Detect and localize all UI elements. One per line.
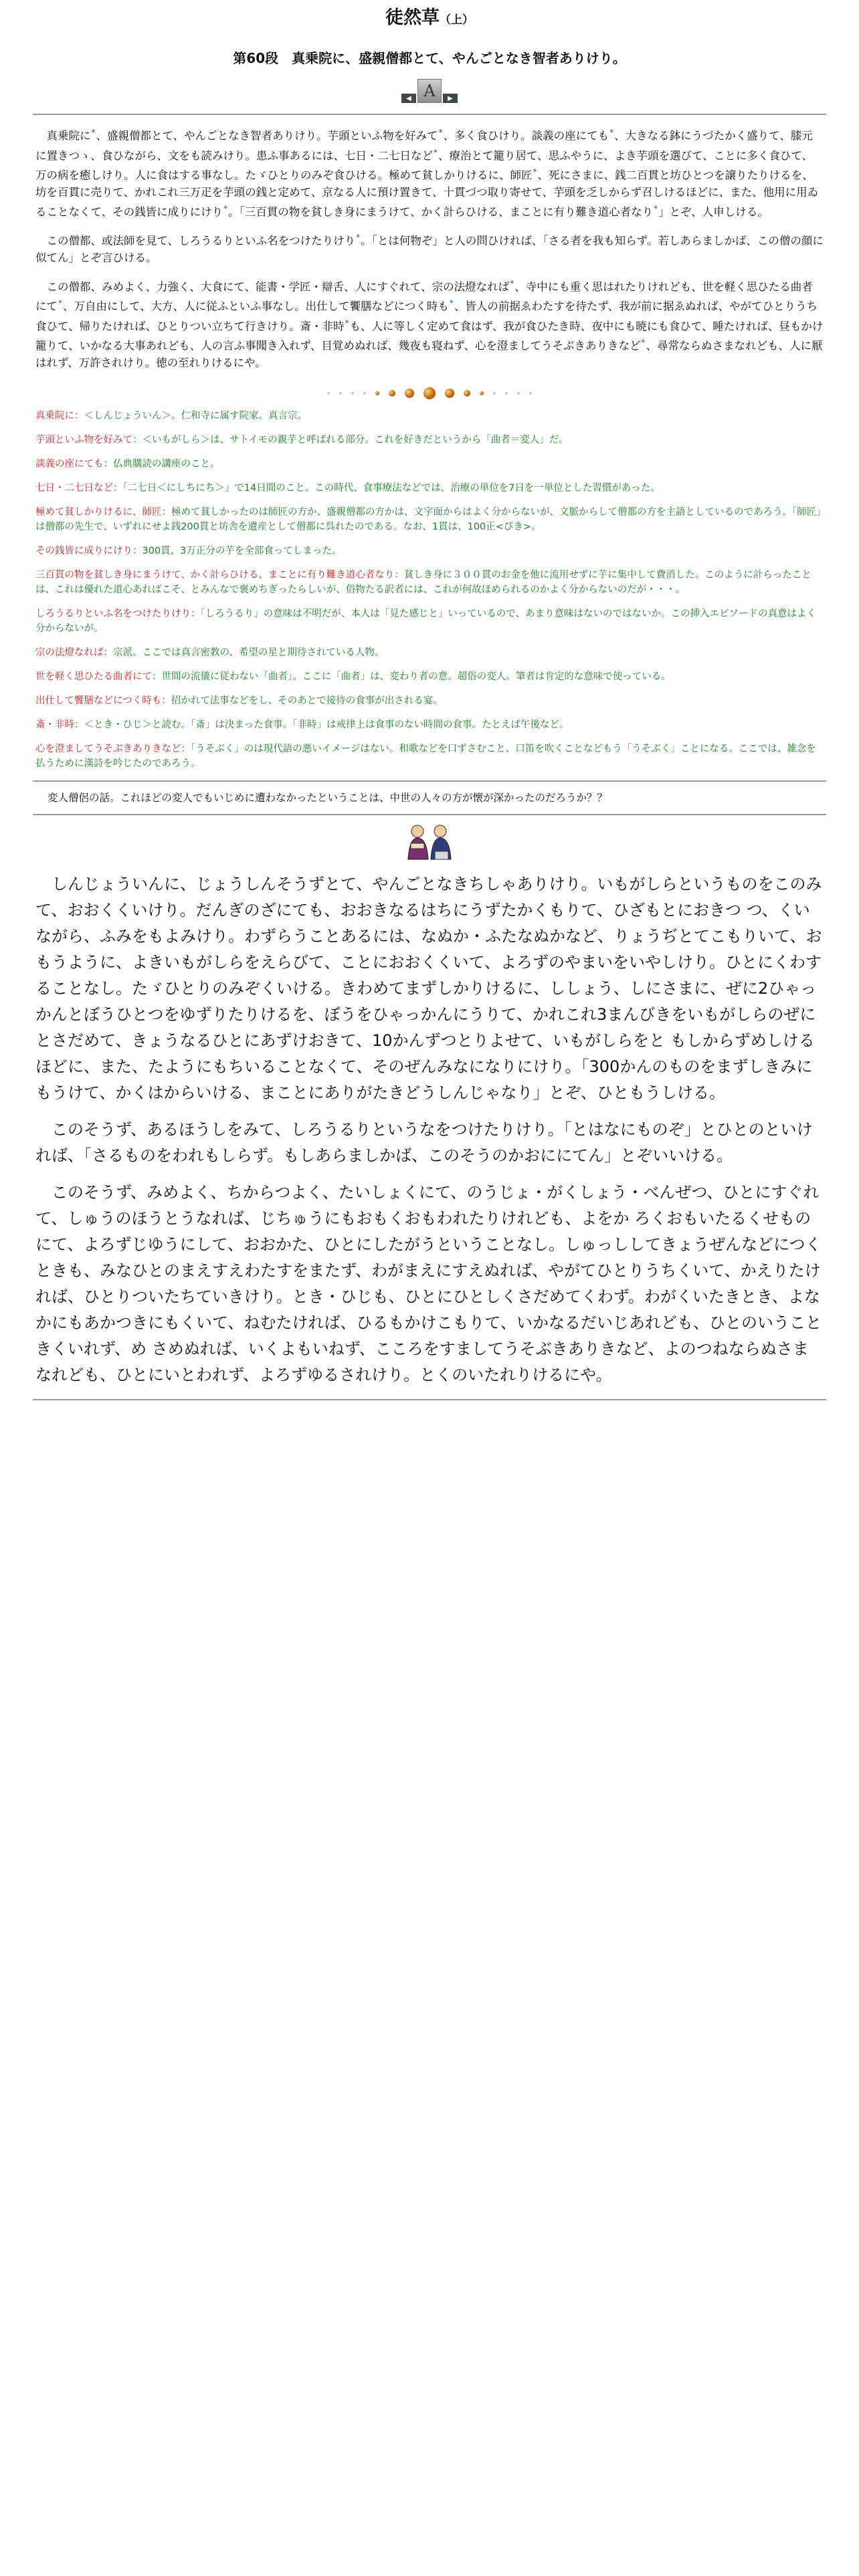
title-suffix: （上） <box>440 13 474 27</box>
original-text-segment: 、大きなる鉢にうづたかく盛りて、膝元に置きつゝ、食ひながら、文をも読みけり。患ふ事あるには、七日・二七日など <box>35 129 813 162</box>
note-term: 斎・非時 <box>35 719 74 730</box>
original-text-segment: 。「とは何物ぞ」と人の問ひければ、「さる者を我も知らず。若しあらましかば、この僧の顔に似てん」とぞ言ひける。 <box>35 234 824 264</box>
note-item <box>35 669 824 684</box>
footnote-marker-link[interactable]: * <box>449 298 454 308</box>
note-term: しろうるりといふ名をつけたりけり <box>35 608 191 619</box>
note-term: 芋頭といふ物を好みて <box>35 434 132 445</box>
note-item <box>35 505 824 534</box>
footnote-marker-link[interactable]: * <box>533 167 537 177</box>
commentary: 変人僧侶の話。これほどの変人でもいじめに遭わなかったということは、中世の人々の方が懐が深かったのだろうか？？ <box>47 791 608 804</box>
modern-reading <box>33 871 826 1388</box>
note-text: ：「しろうるり」の意味は不明だが、本人は「見た感じと」いっているので、あまり意味はないのではないか。この挿入エピソードの真意はよく分からないが。 <box>35 608 816 634</box>
note-term: 談義の座にても <box>35 458 104 469</box>
original-paragraph-1 <box>35 124 824 220</box>
note-item <box>35 544 824 558</box>
page-title <box>33 5 826 33</box>
note-term: 出仕して饗膳などにつく時も <box>35 695 162 706</box>
footnote-marker-link[interactable]: * <box>434 147 438 157</box>
title-text: 徒然草 <box>385 7 440 28</box>
original-text-segment: 、多く食ひけり。談義の座にても <box>443 129 609 142</box>
original-text-segment: 、療治とて籠り居て、思ふやうに、よき芋頭を選びて、ことに多く食ひて、万の病を癒しけり。人に食はする事なし。たゞひとりのみぞ食ひける。極めて貧しかりけるに、師匠 <box>35 149 814 182</box>
modern-paragraph-1: しんじょういんに、じょうしんそうずとて、やんごとなきちしゃありけり。いもがしらというものをこのみて、おおくくいけり。だんぎのざにても、おおきなるはちにうずたかくもりて、ひざもとにおきつ つ、くいながら、ふみをもよみけり。わずらうことあるには、なぬか・ふたなぬかなど、りょうぢとてこもりいて、おもうように、よきいもがしらをえらびて、ことにおおくくいて、よろずのやまいをいやしけり。ひとにくわすることなし。たゞひとりのみぞくいける。きわめてまずしかりけるに、ししょう、しにさまに、ぜに2ひゃっかんとぼうひとつをゆずりたりけるを、ぼうをひゃっかんにうりて、かれこれ3まんびきをいもがしらのぜにとさだめて、きょうなるひとにあずけおきて、10かんずつとりよせて、いもがしらをと もしからずめしけるほどに、また、たようにもちいることなくて、そのぜんみなになりにけり。「300かんのものをまずしきみにもうけて、かくはからいける、まことにありがたきどうしんじゃなり」とぞ、ひともうしける。 <box>35 874 822 1102</box>
page <box>33 0 826 1400</box>
note-text: ：貧しき身に３００貫のお金を他に流用せずに芋に集中して費消した。このように計らったことは、これは優れた道心あればこそ、とみんなで褒めちぎったらしいが、俗物たる訳者には、これが何故ほめられるのかよく分からないのだが・・・。 <box>35 569 812 595</box>
note-item <box>35 481 824 496</box>
note-item <box>35 718 824 732</box>
note-item <box>35 433 824 447</box>
note-term: 三百貫の物を貧しき身にまうけて、かく計らひける、まことに有り難き道心者なり <box>35 569 395 580</box>
monk-figures-icon <box>33 815 826 871</box>
footnote-marker-link[interactable]: * <box>438 128 443 137</box>
note-item <box>35 693 824 708</box>
note-term: 七日・二七日など <box>35 482 113 494</box>
note-text: ：世間の流儀に従わない「曲者」。ここに「曲者」は、変わり者の意。超俗の変人。筆者は肯定的な意味で使っている。 <box>152 671 671 682</box>
original-text-segment: 、尋常ならぬさまなれども、人に厭はれず、万許されけり。徳の至れりけるにや。 <box>35 339 823 369</box>
note-text: ：＜いもがしら＞は、サトイモの親芋と呼ばれる部分。これを好きだというから「曲者＝変人」だ。 <box>132 434 569 445</box>
note-term: 世を軽く思ひたる曲者にて <box>35 671 152 682</box>
section-subtitle: 第60段 真乗院に、盛親僧都とて、やんごとなき智者ありけり。 <box>233 50 626 66</box>
original-text-segment: 真乗院に <box>46 129 91 142</box>
footnote-marker-link[interactable]: * <box>609 128 614 137</box>
original-paragraph-3 <box>35 276 824 371</box>
footnote-marker-link[interactable]: * <box>510 278 514 288</box>
ornament-divider <box>33 387 826 399</box>
divider-mid <box>33 780 826 782</box>
original-text-segment: 、盛親僧都とて、やんごとなき智者ありけり。芋頭といふ物を好みて <box>96 129 438 142</box>
original-text-segment: 」とぞ、人申しける。 <box>658 205 769 218</box>
nav-bar <box>33 79 826 103</box>
modern-paragraph-2: このそうず、あるほうしをみて、しろうるりというなをつけたりけり。「とはなにものぞ」とひとのといければ、「さるものをわれもしらず。もしあらましかば、このそうのかおににてん」とぞいいける。 <box>35 1119 813 1165</box>
next-button[interactable]: ▶ <box>443 94 458 103</box>
notes-list <box>33 409 826 771</box>
original-text-segment: も、人に等しく定めて食はず、我が食ひたき時、夜中にも暁にも食ひて、睡たければ、昼もかけ籠りて、いかなる大事あれども、人の言ふ事聞き入れず、目覚めぬれば、幾夜も寝ねず、心を澄ましてうそぶきありきなど <box>35 320 824 352</box>
note-text: ：宗派。ここでは真言密教の、希望の星と期待されている人物。 <box>103 647 385 658</box>
note-item <box>35 457 824 471</box>
note-text: ：「うそぶく」のは現代語の悪いイメージはない。和歌などを口ずさむこと、口笛を吹くことなどもう「うそぶく」ことになる。ここでは、雑念を払うために漢詩を吟じたのであろう。 <box>35 743 816 769</box>
divider-bottom <box>33 1399 826 1400</box>
modern-paragraph-3: このそうず、みめよく、ちからつよく、たいしょくにて、のうじょ・がくしょう・べんぜつ、ひとにすぐれて、しゅうのほうとうなれば、じちゅうにもおもくおもわれたりけれども、よをか ろくおもいたるくせものにて、よろずじゆうにして、おおかた、ひとにしたがうということなし。しゅっししてきょうぜんなどにつくときも、みなひとのまえすえわたすをまたず、わがまえにすえぬれば、やがてひとりうちくいて、かえりたければ、ひとりついたちていきけり。とき・ひじも、ひとにひとしくさだめてくわず。わがくいたきとき、よなかにもあかつきにもくいて、ねむたければ、ひるもかけこもりて、いかなるだいじあれども、ひとのいうこときくいれず、め さめぬれば、いくよもいねず、こころをすましてうそぶきありきなど、よのつねならぬさまなれども、ひとにいとわれず、よろずゆるされけり。とくのいたれりけるにや。 <box>35 1182 822 1384</box>
footnote-marker-link[interactable]: * <box>91 128 96 137</box>
note-term: 宗の法燈なれば <box>35 647 104 658</box>
footnote-marker-link[interactable]: * <box>654 203 658 213</box>
note-text: ：＜しんじょういん＞。仁和寺に属す院家。真言宗。 <box>74 410 307 421</box>
note-text: ：仏典購読の講座のこと。 <box>103 458 220 469</box>
original-text <box>33 115 826 385</box>
footnote-marker-link[interactable]: * <box>223 203 228 213</box>
original-text-segment: 。「三百貫の物を貧しき身にまうけて、かく計らひける、まことに有り難き道心者なり <box>228 205 654 218</box>
original-text-segment: 、万自由にして、大方、人に従ふといふ事なし。出仕して饗膳などにつく時も <box>63 300 449 313</box>
footnote-marker-link[interactable]: * <box>641 338 646 347</box>
original-text-segment: この僧都、或法師を見て、しろうるりといふ名をつけたりけり <box>46 234 356 247</box>
note-term: 真乗院に <box>35 410 74 421</box>
footnote-marker-link[interactable]: * <box>356 233 361 242</box>
footnote-marker-link[interactable]: * <box>345 318 349 328</box>
original-text-segment: この僧都、みめよく、力強く、大食にて、能書・学匠・辯舌、人にすぐれて、宗の法燈なれば <box>46 280 510 293</box>
font-toggle-icon[interactable]: A <box>417 79 442 103</box>
note-item <box>35 607 824 636</box>
note-text: ：招かれて法事などをし、そのあとで接待の食事が出される宴。 <box>161 695 443 706</box>
note-item <box>35 409 824 423</box>
note-term: 極めて貧しかりけるに、師匠 <box>35 506 162 518</box>
prev-button[interactable]: ◀ <box>401 94 416 103</box>
note-item <box>35 742 824 771</box>
footnote-marker-link[interactable]: * <box>58 298 62 308</box>
note-text: ：300貫、3万正分の芋を全部食ってしまった。 <box>132 545 342 556</box>
original-text-segment: 、死にさまに、銭二百貫と坊ひとつを譲りたりけるを、坊を百貫に売りて、かれこれ三万疋を芋頭の銭と定めて、京なる人に預け置きて、十貫づつ取り寄せて、芋頭を乏しからず召しけるほどに、また、他用に用ゐることなくて、その銭皆に成りにけり <box>35 169 819 218</box>
note-text: ：「二七日＜にしちにち＞」で14日間のこと。この時代、食事療法などでは、治療の単位を7日を一単位とした習慣があった。 <box>113 482 660 494</box>
note-term: その銭皆に成りにけり <box>35 545 132 556</box>
original-text-segment: 、寺中にも重く思はれたりけれども、世を軽く思ひたる曲者にて <box>35 280 813 313</box>
note-text: ：極めて貧しかったのは師匠の方か、盛親僧都の方かは、文字面からはよく分からないが、文脈からして僧都の方を主語としているのであろう。「師匠」は僧都の先生で、いずれにせよ銭200貫と坊舎を遺産として僧都に呉れたのである。なお、1貫は、100正<びき>。 <box>35 506 822 532</box>
original-text-segment: 、皆人の前据ゑわたすを待たず、我が前に据ゑぬれば、やがてひとりうち食ひて、帰りたければ、ひとりつい立ちて行きけり。斎・非時 <box>35 300 818 332</box>
note-item <box>35 568 824 597</box>
note-term: 心を澄ましてうそぶきありきなど <box>35 743 181 754</box>
note-item <box>35 645 824 660</box>
original-paragraph-2 <box>35 229 824 266</box>
note-text: ：＜とき・ひじ＞と読む。「斎」は決まった食事。「非時」は戒律上は食事のない時間の食事。たとえば午後など。 <box>74 719 569 730</box>
